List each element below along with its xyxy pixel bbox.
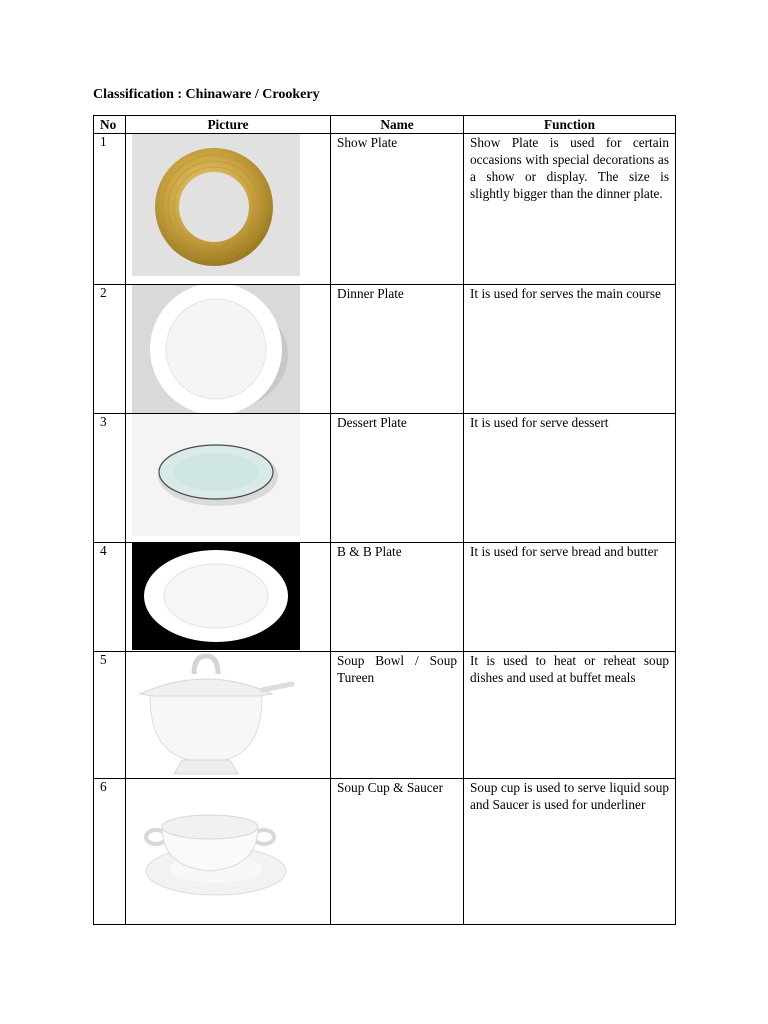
item-name: Show Plate — [331, 134, 464, 285]
item-name: Soup Cup & Saucer — [331, 779, 464, 925]
dinner-plate-icon — [132, 285, 300, 413]
item-function: It is used to heat or reheat soup dishes and used at buffet meals — [464, 652, 676, 779]
row-number: 3 — [94, 414, 126, 543]
picture-cell — [126, 779, 331, 925]
header-name: Name — [331, 116, 464, 134]
item-name: Dinner Plate — [331, 285, 464, 414]
item-function: It is used for serve dessert — [464, 414, 676, 543]
picture-cell — [126, 134, 331, 285]
table-row — [94, 285, 676, 414]
row-number: 4 — [94, 543, 126, 652]
table-row — [94, 134, 676, 285]
soup-cup-saucer-icon — [132, 779, 300, 919]
picture-cell — [126, 285, 331, 414]
item-function: It is used for serves the main course — [464, 285, 676, 414]
item-function: Soup cup is used to serve liquid soup and Saucer is used for underliner — [464, 779, 676, 925]
item-name: B & B Plate — [331, 543, 464, 652]
item-name: Dessert Plate — [331, 414, 464, 543]
chinaware-table — [93, 115, 676, 925]
soup-tureen-icon — [132, 652, 300, 778]
picture-cell — [126, 543, 331, 652]
item-function: Show Plate is used for certain occasions with special decorations as a show or display. The size is slightly bigger than the dinner plate. — [464, 134, 676, 285]
row-number: 6 — [94, 779, 126, 925]
table-header-row — [94, 116, 676, 134]
row-number: 5 — [94, 652, 126, 779]
show-plate-icon — [132, 134, 300, 276]
item-name: Soup Bowl / Soup Tureen — [331, 652, 464, 779]
header-function: Function — [464, 116, 676, 134]
header-no: No — [94, 116, 126, 134]
picture-cell — [126, 414, 331, 543]
header-picture: Picture — [126, 116, 331, 134]
row-number: 2 — [94, 285, 126, 414]
item-function: It is used for serve bread and butter — [464, 543, 676, 652]
table-row — [94, 652, 676, 779]
table-row — [94, 543, 676, 652]
page-heading: Classification : Chinaware / Crookery — [93, 87, 320, 102]
dessert-plate-icon — [132, 414, 300, 536]
picture-cell — [126, 652, 331, 779]
row-number: 1 — [94, 134, 126, 285]
bb-plate-icon — [132, 543, 300, 650]
table-row — [94, 414, 676, 543]
table-row — [94, 779, 676, 925]
